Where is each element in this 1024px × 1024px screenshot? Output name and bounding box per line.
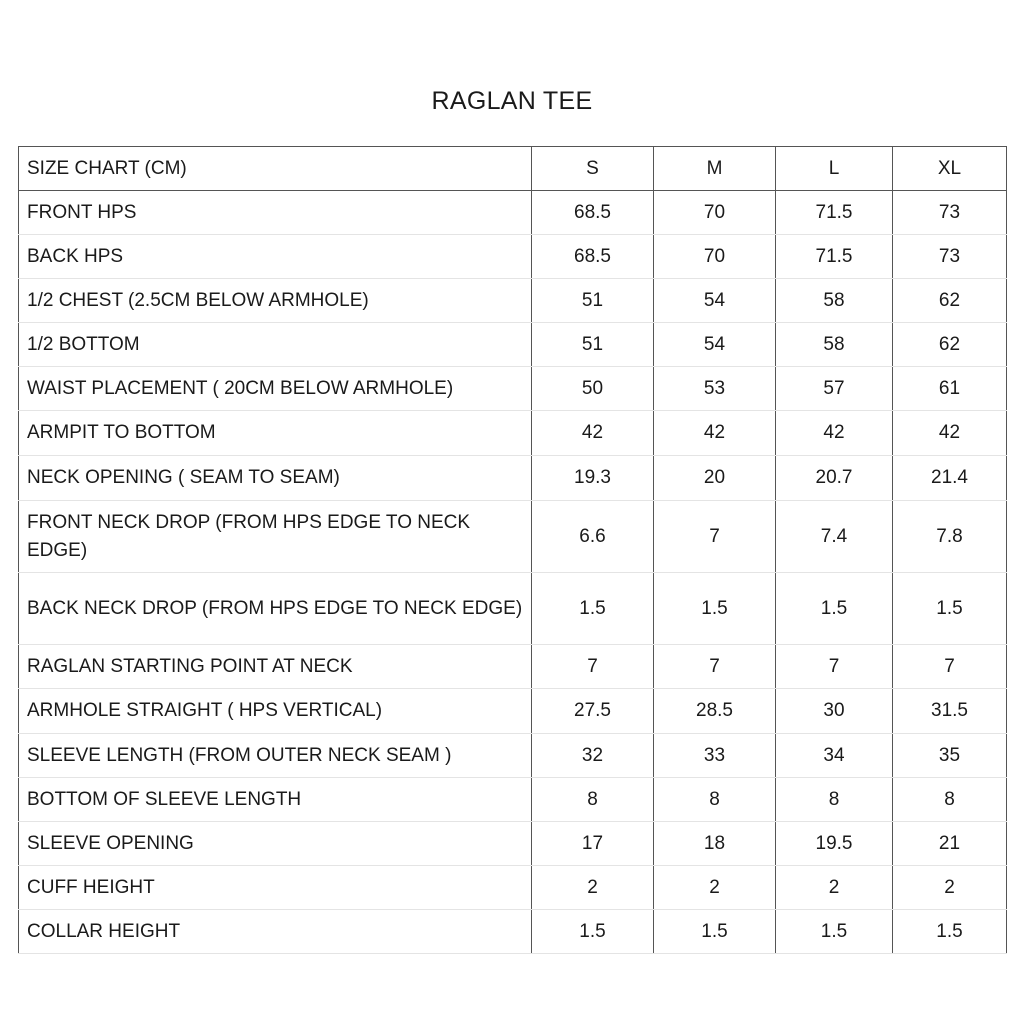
table-row [19, 573, 1007, 645]
row-label: NECK OPENING ( SEAM TO SEAM) [19, 456, 532, 501]
cell-size-xl: 62 [893, 279, 1007, 323]
row-label: RAGLAN STARTING POINT AT NECK [19, 645, 532, 689]
header-size-xl: XL [893, 147, 1007, 191]
cell-size-xl: 35 [893, 734, 1007, 778]
header-size-s: S [532, 147, 654, 191]
cell-size-s: 42 [532, 411, 654, 456]
cell-size-s: 17 [532, 822, 654, 866]
table-row [19, 411, 1007, 456]
cell-size-xl: 1.5 [893, 910, 1007, 954]
cell-size-l: 57 [776, 367, 893, 411]
cell-size-xl: 61 [893, 367, 1007, 411]
cell-size-l: 58 [776, 323, 893, 367]
row-label: FRONT NECK DROP (FROM HPS EDGE TO NECK EDGE) [19, 501, 532, 573]
table-row [19, 367, 1007, 411]
row-label: ARMHOLE STRAIGHT ( HPS VERTICAL) [19, 689, 532, 734]
cell-size-l: 19.5 [776, 822, 893, 866]
cell-size-xl: 1.5 [893, 573, 1007, 645]
cell-size-s: 1.5 [532, 910, 654, 954]
cell-size-m: 20 [654, 456, 776, 501]
row-label: 1/2 CHEST (2.5CM BELOW ARMHOLE) [19, 279, 532, 323]
cell-size-xl: 21.4 [893, 456, 1007, 501]
table-row [19, 323, 1007, 367]
cell-size-xl: 73 [893, 191, 1007, 235]
cell-size-l: 8 [776, 778, 893, 822]
cell-size-l: 30 [776, 689, 893, 734]
header-size-m: M [654, 147, 776, 191]
cell-size-m: 70 [654, 191, 776, 235]
cell-size-xl: 42 [893, 411, 1007, 456]
header-label: SIZE CHART (CM) [19, 147, 532, 191]
row-label: CUFF HEIGHT [19, 866, 532, 910]
cell-size-s: 50 [532, 367, 654, 411]
cell-size-m: 18 [654, 822, 776, 866]
row-label: COLLAR HEIGHT [19, 910, 532, 954]
row-label: WAIST PLACEMENT ( 20CM BELOW ARMHOLE) [19, 367, 532, 411]
cell-size-l: 34 [776, 734, 893, 778]
table-row [19, 822, 1007, 866]
row-label: FRONT HPS [19, 191, 532, 235]
cell-size-l: 58 [776, 279, 893, 323]
cell-size-m: 1.5 [654, 910, 776, 954]
cell-size-xl: 31.5 [893, 689, 1007, 734]
row-label: 1/2 BOTTOM [19, 323, 532, 367]
row-label: SLEEVE LENGTH (FROM OUTER NECK SEAM ) [19, 734, 532, 778]
cell-size-s: 68.5 [532, 191, 654, 235]
cell-size-m: 1.5 [654, 573, 776, 645]
cell-size-m: 8 [654, 778, 776, 822]
cell-size-s: 51 [532, 279, 654, 323]
cell-size-s: 1.5 [532, 573, 654, 645]
cell-size-xl: 7.8 [893, 501, 1007, 573]
table-row [19, 910, 1007, 954]
table-row [19, 191, 1007, 235]
cell-size-m: 42 [654, 411, 776, 456]
table-row [19, 689, 1007, 734]
cell-size-xl: 21 [893, 822, 1007, 866]
cell-size-l: 42 [776, 411, 893, 456]
table-row [19, 866, 1007, 910]
cell-size-s: 19.3 [532, 456, 654, 501]
cell-size-l: 71.5 [776, 191, 893, 235]
table-row [19, 778, 1007, 822]
header-size-l: L [776, 147, 893, 191]
cell-size-xl: 62 [893, 323, 1007, 367]
cell-size-l: 71.5 [776, 235, 893, 279]
cell-size-m: 33 [654, 734, 776, 778]
cell-size-s: 8 [532, 778, 654, 822]
cell-size-m: 7 [654, 645, 776, 689]
cell-size-xl: 73 [893, 235, 1007, 279]
header-row [19, 147, 1007, 191]
cell-size-s: 27.5 [532, 689, 654, 734]
table-row [19, 734, 1007, 778]
cell-size-s: 51 [532, 323, 654, 367]
cell-size-m: 54 [654, 323, 776, 367]
cell-size-m: 28.5 [654, 689, 776, 734]
row-label: BACK HPS [19, 235, 532, 279]
cell-size-m: 7 [654, 501, 776, 573]
cell-size-m: 53 [654, 367, 776, 411]
row-label: BOTTOM OF SLEEVE LENGTH [19, 778, 532, 822]
row-label: SLEEVE OPENING [19, 822, 532, 866]
cell-size-l: 7.4 [776, 501, 893, 573]
size-chart-body [19, 147, 1007, 954]
cell-size-s: 7 [532, 645, 654, 689]
cell-size-m: 2 [654, 866, 776, 910]
cell-size-l: 1.5 [776, 573, 893, 645]
page-title: RAGLAN TEE [431, 87, 593, 115]
cell-size-s: 32 [532, 734, 654, 778]
table-row [19, 456, 1007, 501]
cell-size-s: 68.5 [532, 235, 654, 279]
cell-size-l: 1.5 [776, 910, 893, 954]
cell-size-xl: 7 [893, 645, 1007, 689]
table-row [19, 501, 1007, 573]
size-chart-table [18, 146, 1007, 954]
table-row [19, 235, 1007, 279]
cell-size-l: 7 [776, 645, 893, 689]
cell-size-l: 2 [776, 866, 893, 910]
cell-size-s: 2 [532, 866, 654, 910]
table-row [19, 645, 1007, 689]
cell-size-m: 70 [654, 235, 776, 279]
cell-size-m: 54 [654, 279, 776, 323]
cell-size-xl: 8 [893, 778, 1007, 822]
cell-size-l: 20.7 [776, 456, 893, 501]
cell-size-s: 6.6 [532, 501, 654, 573]
table-row [19, 279, 1007, 323]
row-label: BACK NECK DROP (FROM HPS EDGE TO NECK EDGE) [19, 573, 532, 645]
row-label: ARMPIT TO BOTTOM [19, 411, 532, 456]
cell-size-xl: 2 [893, 866, 1007, 910]
